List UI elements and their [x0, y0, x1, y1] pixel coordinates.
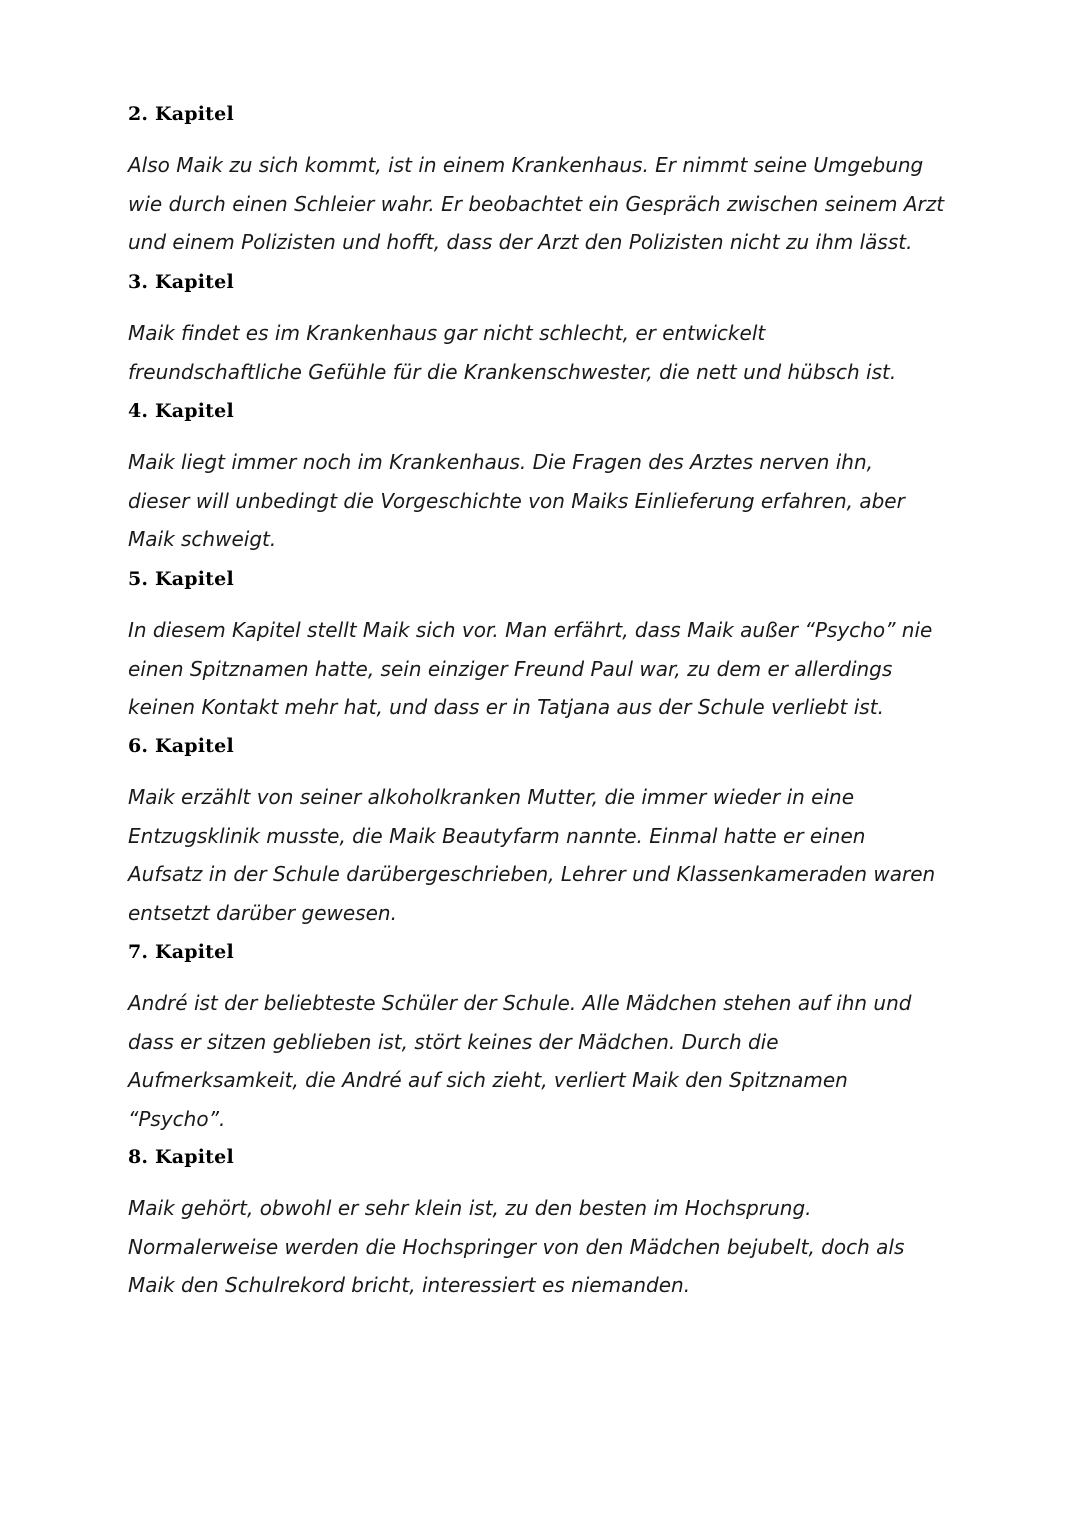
- summary-line: Maik den Schulrekord bricht, interessiert es niemanden.: [128, 1273, 691, 1297]
- chapter-heading: 8. Kapitel: [128, 1146, 234, 1168]
- summary-line: Maik schweigt.: [128, 527, 277, 551]
- chapter-summary: [128, 146, 968, 262]
- summary-line: Aufsatz in der Schule darübergeschrieben, Lehrer und Klassenkameraden waren: [128, 862, 936, 886]
- summary-line: und einem Polizisten und hofft, dass der Arzt den Polizisten nicht zu ihm lässt.: [128, 230, 913, 254]
- chapter-8-section: [128, 1145, 968, 1305]
- chapter-summary: [128, 611, 968, 727]
- chapter-summary: [128, 314, 968, 391]
- chapter-heading: 2. Kapitel: [128, 103, 234, 125]
- summary-line: Maik liegt immer noch im Krankenhaus. Die Fragen des Arztes nerven ihn,: [128, 450, 874, 474]
- chapter-heading: 3. Kapitel: [128, 271, 234, 293]
- chapter-5-section: [128, 567, 968, 727]
- summary-line: Also Maik zu sich kommt, ist in einem Krankenhaus. Er nimmt seine Umgebung: [128, 153, 924, 177]
- summary-line: Normalerweise werden die Hochspringer von den Mädchen bejubelt, doch als: [128, 1234, 905, 1259]
- chapter-4-section: [128, 399, 968, 559]
- chapter-summary: [128, 1189, 968, 1305]
- summary-line: André ist der beliebteste Schüler der Schule. Alle Mädchen stehen auf ihn und: [128, 991, 912, 1015]
- summary-line: freundschaftliche Gefühle für die Krankenschwester, die nett und hübsch ist.: [128, 359, 897, 384]
- summary-line: dieser will unbedingt die Vorgeschichte von Maiks Einlieferung erfahren, aber: [128, 488, 905, 513]
- summary-line: Maik erzählt von seiner alkoholkranken Mutter, die immer wieder in eine: [128, 785, 854, 809]
- chapter-6-section: [128, 734, 968, 932]
- summary-line: In diesem Kapitel stellt Maik sich vor. Man erfährt, dass Maik außer “Psycho” nie: [128, 618, 933, 642]
- summary-line: keinen Kontakt mehr hat, und dass er in Tatjana aus der Schule verliebt ist.: [128, 695, 884, 719]
- chapter-7-section: [128, 940, 968, 1138]
- summary-line: Maik findet es im Krankenhaus gar nicht schlecht, er entwickelt: [128, 321, 766, 345]
- summary-line: Maik gehört, obwohl er sehr klein ist, zu den besten im Hochsprung.: [128, 1196, 812, 1220]
- summary-line: Aufmerksamkeit, die André auf sich zieht, verliert Maik den Spitznamen: [128, 1068, 848, 1092]
- chapter-summary: [128, 778, 968, 932]
- chapter-2-section: [128, 102, 968, 262]
- summary-line: wie durch einen Schleier wahr. Er beobachtet ein Gespräch zwischen seinem Arzt: [128, 191, 945, 216]
- summary-line: einen Spitznamen hatte, sein einziger Freund Paul war, zu dem er allerdings: [128, 656, 893, 681]
- chapter-heading: 4. Kapitel: [128, 400, 234, 422]
- chapter-heading: 6. Kapitel: [128, 735, 234, 757]
- chapter-summary: [128, 984, 968, 1138]
- chapter-heading: 5. Kapitel: [128, 568, 234, 590]
- chapter-summary: [128, 443, 968, 559]
- summary-line: “Psycho”.: [128, 1106, 226, 1131]
- chapter-heading: 7. Kapitel: [128, 941, 234, 963]
- summary-line: Entzugsklinik musste, die Maik Beautyfarm nannte. Einmal hatte er einen: [128, 823, 866, 848]
- summary-line: entsetzt darüber gewesen.: [128, 900, 397, 925]
- summary-line: dass er sitzen geblieben ist, stört keines der Mädchen. Durch die: [128, 1029, 779, 1054]
- chapter-3-section: [128, 270, 968, 391]
